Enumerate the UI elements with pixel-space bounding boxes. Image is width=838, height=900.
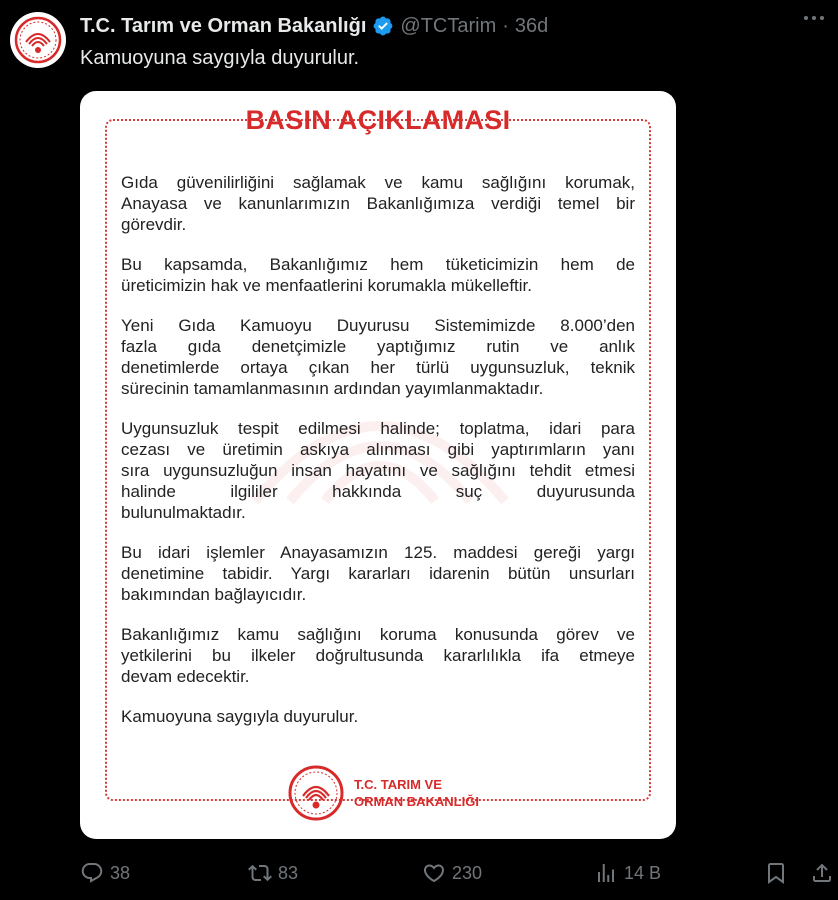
repost-count: 83 <box>278 862 299 883</box>
ministry-seal-icon <box>288 765 344 821</box>
document-line: Anayasa ve kanunlarımızın Bakanlığımıza verdiği temel bir <box>121 194 635 213</box>
document-line: denetimine tabidir. Yargı kararları idarenin bütün unsurları <box>121 564 635 583</box>
tweet-header <box>80 12 548 40</box>
document-line: cezası ve üretimin askıya alınması gibi yaptırımların yanı <box>121 440 635 459</box>
document-line: sıra uygunsuzluğun insan hayatını ve sağlığını tehdit etmesi <box>121 461 635 480</box>
document-paragraph <box>121 418 635 523</box>
views-count: 14 B <box>624 862 662 883</box>
document-paragraph <box>121 624 635 687</box>
action-bar <box>80 856 838 890</box>
author-handle[interactable]: @TCTarim <box>400 14 497 37</box>
bookmark-button[interactable] <box>764 856 788 890</box>
document-line: Bu kapsamda, Bakanlığımız hem tüketicimizin hem de <box>121 255 635 274</box>
document-paragraph <box>121 254 635 296</box>
tweet-timestamp[interactable]: 36d <box>514 14 549 37</box>
more-icon[interactable] <box>804 16 824 20</box>
repost-icon <box>248 861 272 885</box>
like-button[interactable] <box>422 856 482 890</box>
bookmark-icon <box>764 861 788 885</box>
document-line: yetkilerini bu ilkeler doğrultusunda kararlılıkla ifa etmeye <box>121 646 635 665</box>
like-icon <box>422 861 446 885</box>
document-line: devam edecektir. <box>121 667 250 686</box>
avatar[interactable] <box>10 12 66 68</box>
share-button[interactable] <box>810 856 834 890</box>
author-display-name[interactable]: T.C. Tarım ve Orman Bakanlığı <box>80 14 367 37</box>
document-line: Kamuoyuna saygıyla duyurulur. <box>121 707 359 726</box>
reply-button[interactable] <box>80 856 130 890</box>
document-title: BASIN AÇIKLAMASI <box>245 105 511 135</box>
document-line: Yeni Gıda Kamuoyu Duyurusu Sistemimizde 8.000’den <box>121 316 635 335</box>
verified-badge-icon <box>372 15 394 37</box>
document-line: Bakanlığımız kamu sağlığını koruma konusunda görev ve <box>121 625 635 644</box>
document-line: halinde ilgililer hakkında suç duyurusunda <box>121 482 635 501</box>
document-line: fazla gıda denetçimizle yaptığımız rutin ve anlık <box>121 337 635 356</box>
logo-line-2: ORMAN BAKANLIĞI <box>354 794 479 809</box>
reply-icon <box>80 861 104 885</box>
logo-line-1: T.C. TARIM VE <box>354 777 442 792</box>
document-paragraph <box>121 315 635 399</box>
separator: · <box>502 14 509 37</box>
document-paragraph <box>121 542 635 605</box>
tweet-text: Kamuoyuna saygıyla duyurulur. <box>80 47 360 69</box>
document-line: bulunulmaktadır. <box>121 503 246 522</box>
views-button[interactable] <box>594 856 661 890</box>
document-line: üreticimizin hak ve menfaatlerini korumakla mükelleftir. <box>121 276 532 295</box>
document-line: denetimlerde ortaya çıkan her türlü uygunsuzluk, teknik <box>121 358 635 377</box>
views-icon <box>594 861 618 885</box>
document-body <box>121 172 635 746</box>
ministry-seal-icon <box>12 14 64 66</box>
document-line: Gıda güvenilirliğini sağlamak ve kamu sağlığını korumak, <box>121 173 635 192</box>
reply-count: 38 <box>110 862 131 883</box>
document-line: görevdir. <box>121 215 187 234</box>
document-line: sürecinin tamamlanmasının ardından yayımlanmaktadır. <box>121 379 544 398</box>
like-count: 230 <box>452 862 483 883</box>
document-line: bakımından bağlayıcıdır. <box>121 585 307 604</box>
document-line: Bu idari işlemler Anayasamızın 125. maddesi gereği yargı <box>121 543 635 562</box>
document-paragraph <box>121 706 635 727</box>
document-line: Uygunsuzluk tespit edilmesi halinde; toplatma, idari para <box>121 419 635 438</box>
repost-button[interactable] <box>248 856 298 890</box>
share-icon <box>810 861 834 885</box>
ministry-logo-text <box>354 776 479 810</box>
ministry-logo <box>288 765 479 821</box>
document-paragraph <box>121 172 635 235</box>
tweet-image[interactable] <box>80 91 676 839</box>
